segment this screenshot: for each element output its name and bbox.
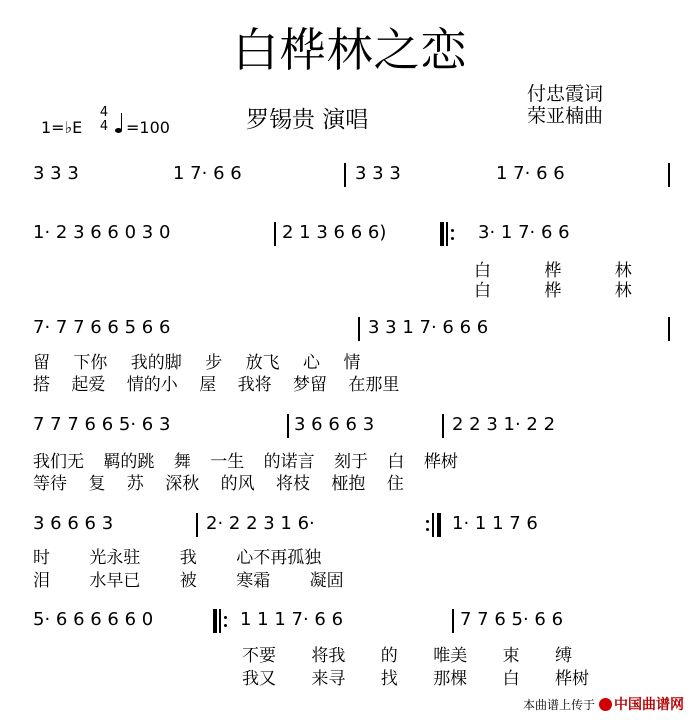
measure-notes: 7· 7 7 6 6 5 6 6 bbox=[33, 317, 171, 338]
site-logo-text: 中国曲谱网 bbox=[614, 697, 684, 713]
lyric-text: 留 下你 我的脚 步 放飞 心 情 bbox=[33, 353, 361, 373]
bar-line bbox=[358, 317, 360, 341]
lyricist-credit: 付忠霞词 bbox=[527, 83, 604, 105]
lyric-text: 不要 将我 的 唯美 束 缚 bbox=[242, 646, 573, 666]
measure-notes: 3 3 3 bbox=[33, 163, 79, 184]
upload-credit-text: 本曲谱上传于 bbox=[522, 697, 595, 712]
score-row bbox=[28, 222, 670, 252]
lyric-line bbox=[28, 370, 670, 394]
quarter-note-icon bbox=[115, 119, 124, 133]
bar-line bbox=[196, 513, 198, 537]
repeat-start-sign bbox=[440, 222, 458, 246]
score-row bbox=[28, 513, 670, 543]
lyric-text: 时 光永驻 我 心不再孤独 bbox=[33, 548, 322, 568]
bar-line bbox=[287, 414, 289, 438]
lyric-text: 泪 水早已 被 寒霜 凝固 bbox=[33, 571, 344, 591]
measure-notes: 3· 1 7· 6 6 bbox=[478, 222, 570, 243]
repeat-end-sign bbox=[426, 513, 444, 537]
lyric-line bbox=[28, 469, 670, 493]
lyric-line bbox=[28, 543, 670, 567]
bar-line bbox=[452, 609, 454, 633]
measure-notes: 1 1 1 7· 6 6 bbox=[240, 609, 344, 630]
bar-line bbox=[274, 222, 276, 246]
lyric-text: 我又 来寻 找 那棵 白 桦树 bbox=[242, 669, 590, 689]
lyric-text: 白 桦 林 bbox=[474, 281, 632, 301]
measure-notes: 2 2 3 1· 2 2 bbox=[452, 414, 556, 435]
measure-notes: 7 7 7 6 6 5· 6 3 bbox=[33, 414, 171, 435]
bar-line bbox=[344, 163, 346, 187]
upload-credit bbox=[523, 694, 684, 714]
time-signature: 4 4 bbox=[99, 105, 109, 134]
measure-notes: 5· 6 6 6 6 6 0 bbox=[33, 609, 154, 630]
measure-notes: 3 3 3 bbox=[355, 163, 401, 184]
tempo-marking: =100 bbox=[115, 118, 170, 137]
lyric-line bbox=[28, 447, 670, 471]
logo-icon bbox=[599, 698, 612, 711]
lyric-text: 搭 起爱 情的小 屋 我将 梦留 在那里 bbox=[33, 375, 400, 395]
lyric-line bbox=[28, 276, 670, 300]
bar-line bbox=[442, 414, 444, 438]
bar-line bbox=[668, 163, 670, 187]
lyric-line bbox=[28, 348, 670, 372]
site-logo[interactable] bbox=[599, 694, 684, 714]
lyric-text: 白 桦 林 bbox=[474, 261, 632, 281]
score-row bbox=[28, 163, 670, 193]
measure-notes: 2 1 3 6 6 6) bbox=[282, 222, 387, 243]
measure-notes: 3 6 6 6 3 bbox=[33, 513, 114, 534]
song-title: 白桦林之恋 bbox=[232, 23, 468, 77]
measure-notes: 1 7· 6 6 bbox=[173, 163, 242, 184]
measure-notes: 3 3 1 7· 6 6 6 bbox=[368, 317, 489, 338]
lyric-line bbox=[28, 664, 670, 688]
singer-credit: 罗锡贵 演唱 bbox=[246, 107, 369, 133]
bar-line bbox=[668, 317, 670, 341]
measure-notes: 3 6 6 6 3 bbox=[294, 414, 375, 435]
lyric-line bbox=[28, 566, 670, 590]
lyric-line bbox=[28, 641, 670, 665]
measure-notes: 7 7 6 5· 6 6 bbox=[460, 609, 564, 630]
measure-notes: 1· 1 1 7 6 bbox=[452, 513, 538, 534]
composer-credit: 荣亚楠曲 bbox=[527, 105, 604, 127]
measure-notes: 2· 2 2 3 1 6· bbox=[206, 513, 315, 534]
repeat-start-sign bbox=[213, 609, 231, 633]
lyric-text: 等待 复 苏 深秋 的风 将枝 桠抱 住 bbox=[33, 474, 404, 494]
score-row bbox=[28, 317, 670, 347]
score-row bbox=[28, 414, 670, 444]
score-row bbox=[28, 609, 670, 639]
lyric-text: 我们无 羁的跳 舞 一生 的诺言 刻于 白 桦树 bbox=[33, 452, 458, 472]
key-signature: 1=♭E bbox=[41, 118, 83, 137]
measure-notes: 1 7· 6 6 bbox=[496, 163, 565, 184]
measure-notes: 1· 2 3 6 6 0 3 0 bbox=[33, 222, 171, 243]
